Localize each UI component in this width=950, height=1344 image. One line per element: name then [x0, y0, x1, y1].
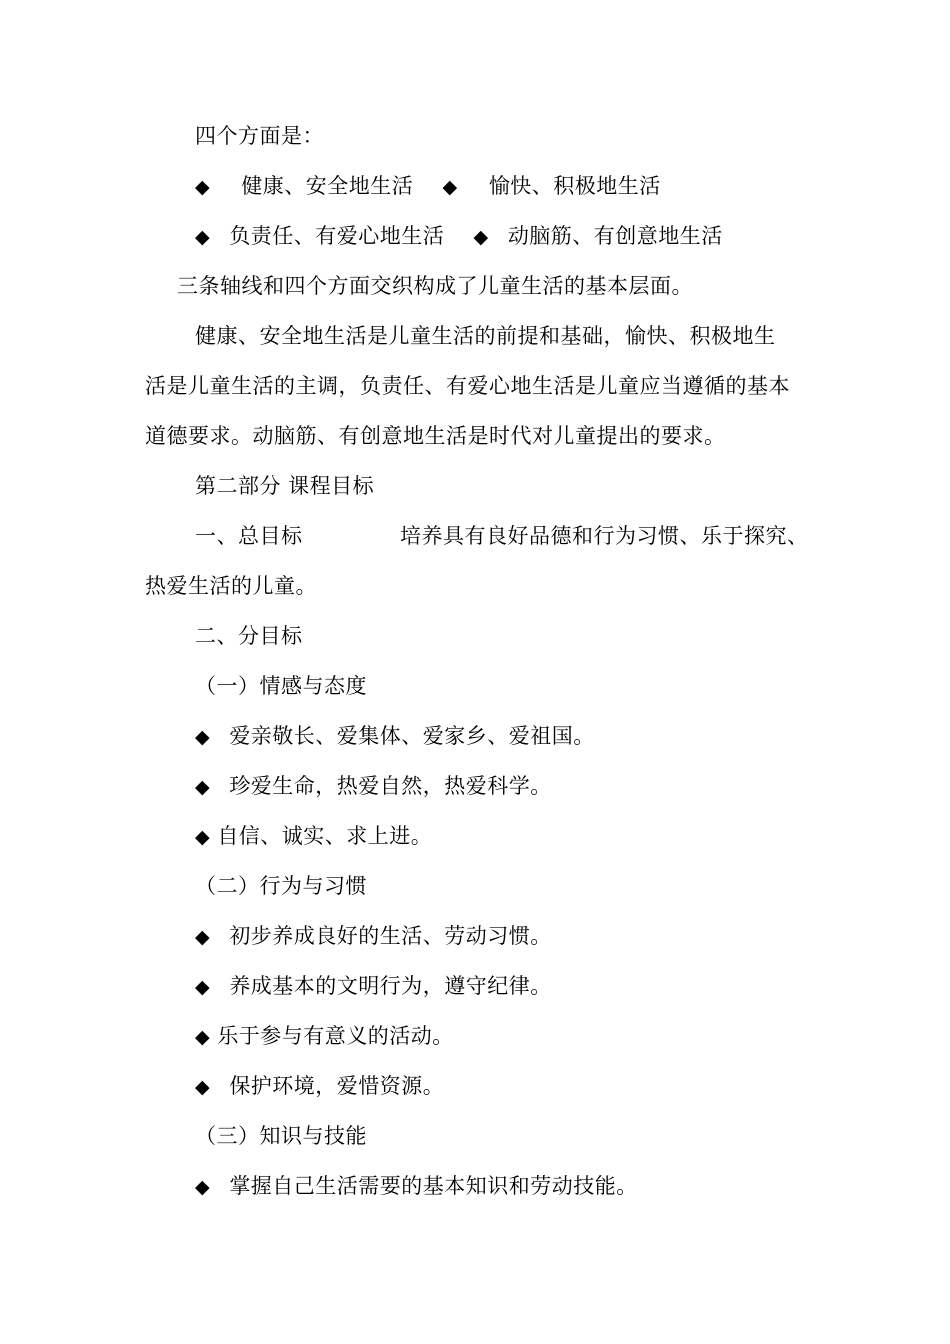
list-item [195, 966, 552, 1006]
list-item-text: 珍爱生命，热爱自然，热爱科学。 [229, 774, 552, 798]
diamond-bullet-icon: ◆ [195, 1176, 211, 1198]
summary-line: 三条轴线和四个方面交织构成了儿童生活的基本层面。 [177, 274, 693, 298]
subsection-title: （二）行为与习惯 [195, 874, 367, 898]
list-item-text: 初步养成良好的生活、劳动习惯。 [229, 924, 552, 948]
aspect-text: 负责任、有爱心地生活 [229, 224, 445, 248]
diamond-bullet-icon: ◆ [195, 776, 211, 798]
diamond-bullet-icon: ◆ [195, 726, 211, 748]
subsection-title: （一）情感与态度 [195, 674, 367, 698]
subsection-title: （三）知识与技能 [195, 1124, 367, 1148]
aspect-text: 愉快、积极地生活 [488, 174, 661, 198]
paragraph-line: 健康、安全地生活是儿童生活的前提和基础，愉快、积极地生 [195, 324, 776, 348]
aspect-text: 动脑筋、有创意地生活 [507, 224, 723, 248]
overall-goal-label: 一、总目标 [195, 524, 303, 548]
diamond-bullet-icon: ◆ [195, 1026, 211, 1048]
diamond-bullet-icon: ◆ [195, 226, 211, 248]
section-heading: 第二部分 课程目标 [195, 474, 375, 498]
list-item [195, 716, 595, 756]
paragraph-line: 道德要求。动脑筋、有创意地生活是时代对儿童提出的要求。 [145, 424, 726, 448]
paragraph-line: 活是儿童生活的主调，负责任、有爱心地生活是儿童应当遵循的基本 [145, 374, 790, 398]
diamond-bullet-icon: ◆ [195, 976, 211, 998]
list-item-text: 掌握自己生活需要的基本知识和劳动技能。 [229, 1174, 638, 1198]
diamond-bullet-icon: ◆ [195, 1076, 211, 1098]
diamond-bullet-icon: ◆ [195, 826, 211, 848]
list-item [195, 1166, 638, 1206]
overall-goal-text: 培养具有良好品德和行为习惯、乐于探究、 [400, 524, 809, 548]
list-item-text: 爱亲敬长、爱集体、爱家乡、爱祖国。 [229, 724, 595, 748]
diamond-bullet-icon: ◆ [473, 226, 489, 248]
list-item [195, 816, 432, 856]
list-item-text: 乐于参与有意义的活动。 [217, 1024, 454, 1048]
diamond-bullet-icon: ◆ [195, 176, 211, 198]
list-item [195, 766, 552, 806]
list-item-text: 养成基本的文明行为，遵守纪律。 [229, 974, 552, 998]
intro-line: 四个方面是： [195, 124, 324, 148]
aspect-text: 健康、安全地生活 [241, 174, 414, 198]
sub-goals-heading: 二、分目标 [195, 624, 303, 648]
aspects-row-1 [195, 166, 661, 206]
list-item [195, 1066, 444, 1106]
diamond-bullet-icon: ◆ [442, 176, 458, 198]
list-item-text: 自信、诚实、求上进。 [217, 824, 433, 848]
list-item [195, 1016, 454, 1056]
diamond-bullet-icon: ◆ [195, 926, 211, 948]
list-item [195, 916, 552, 956]
overall-goal-continuation: 热爱生活的儿童。 [145, 574, 317, 598]
aspects-row-2 [195, 216, 723, 256]
list-item-text: 保护环境，爱惜资源。 [229, 1074, 445, 1098]
